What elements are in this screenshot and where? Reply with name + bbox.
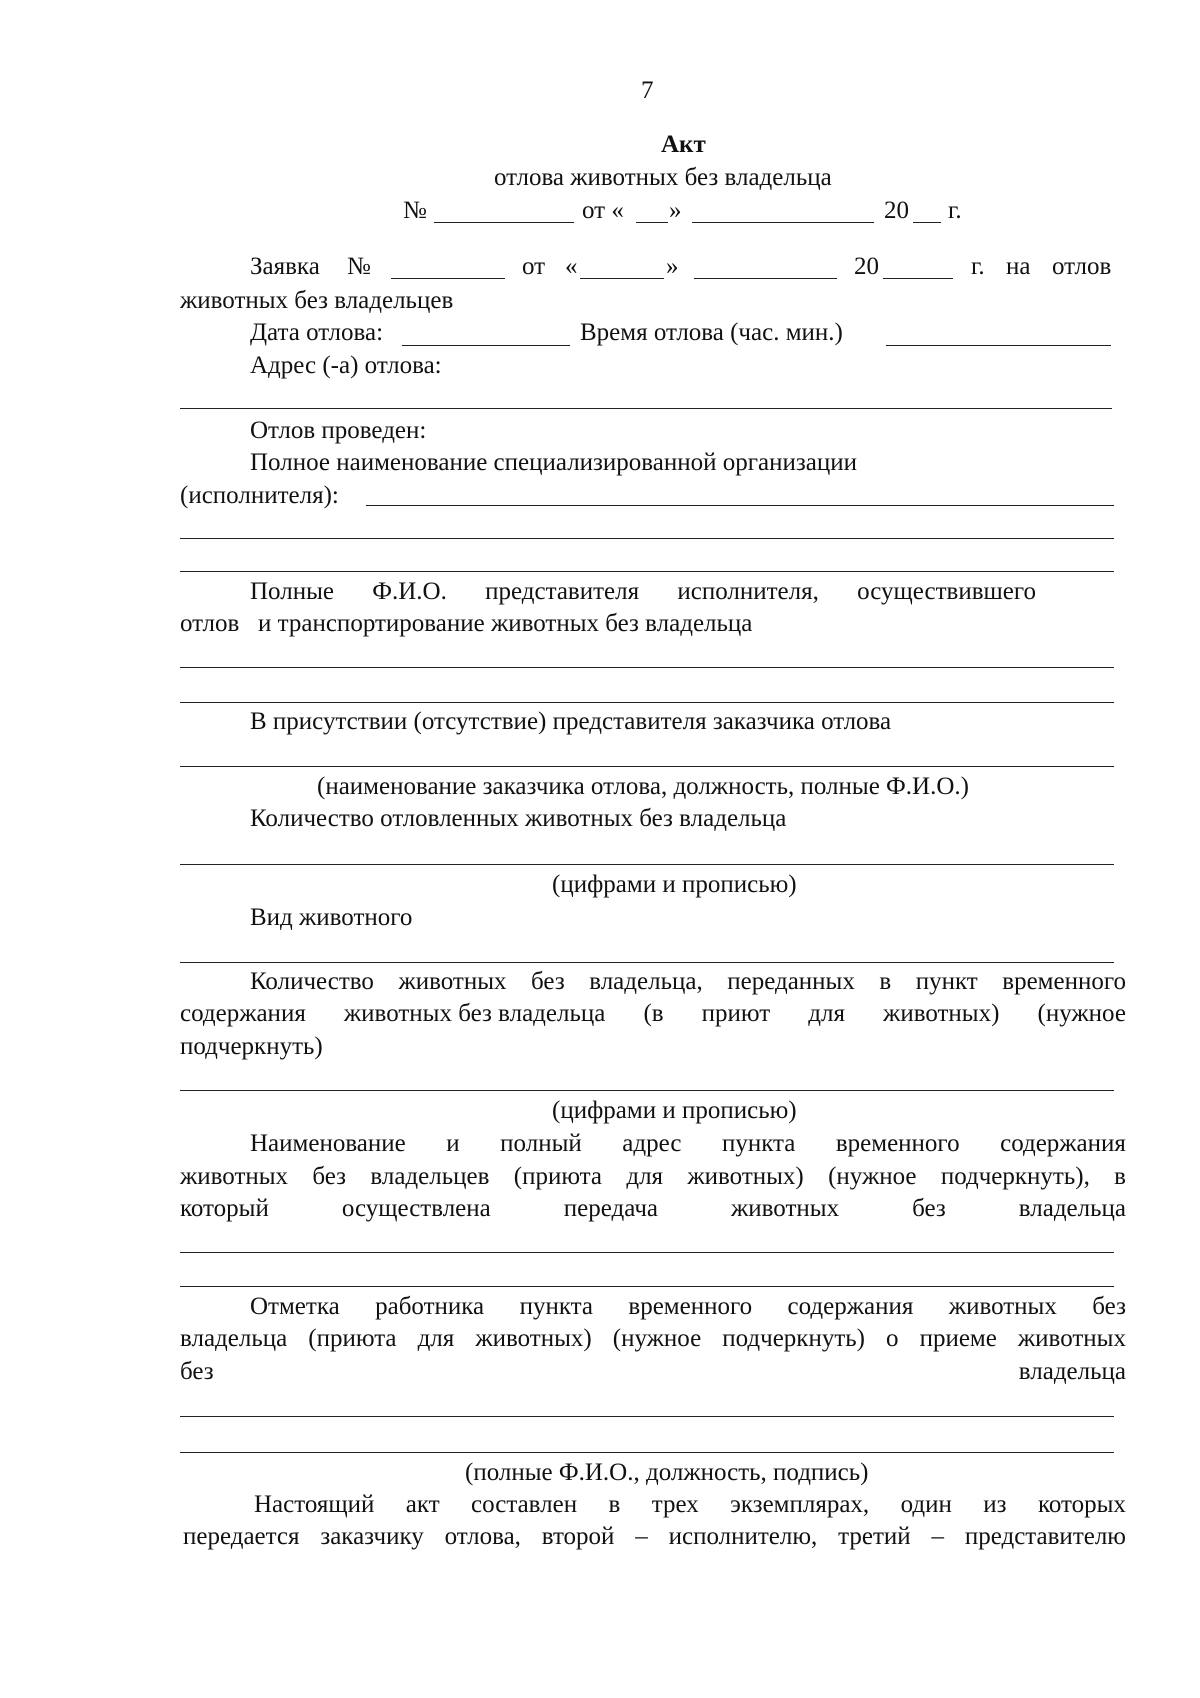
conducted-label: Отлов проведен: — [250, 417, 427, 444]
request-capture: отлов — [1052, 253, 1112, 280]
mark-line-3: без владельца — [180, 1358, 1126, 1385]
presence-label: В присутствии (отсутствие) представителя заказчика отлова — [250, 708, 892, 735]
capture-address-label: Адрес (-а) отлова: — [250, 352, 442, 379]
request-continuation: животных без владельцев — [180, 287, 454, 314]
capture-address-blank — [180, 408, 1112, 409]
final-line-1: Настоящий акт составлен в трех экземплярах, один из которых — [254, 1491, 1126, 1518]
species-blank — [180, 962, 1114, 963]
executor-label: (исполнителя): — [180, 482, 339, 509]
request-word: Заявка — [250, 253, 320, 280]
digits-words-hint-2: (цифрами и прописью) — [552, 1097, 797, 1124]
name-address-line-2: животных без владельцев (приюта для животных) (нужное подчеркнуть), в — [180, 1163, 1126, 1190]
species-label: Вид животного — [250, 904, 413, 931]
representative-blank-2 — [180, 702, 1114, 703]
quantity-caught-label: Количество отловленных животных без владельца — [250, 805, 787, 832]
transferred-line-1: Количество животных без владельца, переданных в пункт временного — [250, 968, 1126, 995]
request-year-blank — [883, 278, 953, 279]
mark-blank-1 — [180, 1416, 1114, 1417]
request-quote-open: « — [565, 253, 578, 280]
year-prefix: 20 — [884, 197, 909, 224]
mark-blank-2 — [180, 1452, 1114, 1453]
capture-date-label: Дата отлова: — [250, 319, 384, 346]
digits-words-hint-1: (цифрами и прописью) — [552, 871, 797, 898]
request-number-sign: № — [347, 253, 371, 280]
capture-date-blank — [402, 345, 570, 346]
executor-blank-3 — [180, 571, 1114, 572]
month-blank — [692, 222, 874, 223]
year-suffix: г. — [948, 197, 962, 224]
page-number: 7 — [641, 77, 654, 104]
quote-close: » — [669, 197, 682, 224]
capture-time-label: Время отлова (час. мин.) — [580, 319, 843, 346]
name-address-line-3: который осуществлена передача животных без владельца — [180, 1195, 1126, 1222]
request-year-prefix: 20 — [854, 253, 879, 280]
document-subtitle: отлова животных без владельца — [494, 164, 832, 191]
request-month-blank — [694, 278, 837, 279]
executor-blank-1 — [366, 505, 1114, 506]
name-address-blank-2 — [180, 1286, 1114, 1287]
name-address-blank-1 — [180, 1252, 1114, 1253]
signature-hint: (полные Ф.И.О., должность, подпись) — [465, 1459, 869, 1486]
request-year-suffix: г. — [971, 253, 985, 280]
presence-blank — [180, 766, 1114, 767]
day-blank — [636, 222, 668, 223]
organization-label: Полное наименование специализированной организации — [250, 449, 857, 476]
document-title: Акт — [661, 131, 706, 158]
year-blank — [913, 222, 941, 223]
representative-blank-1 — [180, 667, 1114, 668]
number-sign: № — [403, 197, 427, 224]
mark-line-2: владельца (приюта для животных) (нужное подчеркнуть) о приеме животных — [180, 1325, 1126, 1352]
from-label: от « — [582, 197, 624, 224]
request-quote-close: » — [666, 253, 679, 280]
number-blank — [434, 222, 574, 223]
request-from: от — [522, 253, 546, 280]
quantity-caught-blank — [180, 864, 1114, 865]
request-on: на — [1006, 253, 1031, 280]
capture-time-blank — [886, 345, 1111, 346]
customer-hint: (наименование заказчика отлова, должность, полные Ф.И.О.) — [317, 773, 969, 800]
request-day-blank — [580, 278, 664, 279]
mark-line-1: Отметка работника пункта временного содержания животных без — [250, 1293, 1126, 1320]
transferred-line-3: подчеркнуть) — [180, 1033, 323, 1060]
name-address-line-1: Наименование и полный адрес пункта временного содержания — [250, 1130, 1126, 1157]
representative-line-1: Полные Ф.И.О. представителя исполнителя, осуществившего — [250, 578, 1036, 605]
transferred-blank — [180, 1090, 1114, 1091]
executor-blank-2 — [180, 538, 1114, 539]
final-line-2: передается заказчику отлова, второй – исполнителю, третий – представителю — [183, 1523, 1126, 1550]
transferred-line-2: содержания животных без владельца (в приют для животных) (нужное — [180, 1000, 1126, 1027]
request-number-blank — [391, 278, 505, 279]
representative-line-2: отлов и транспортирование животных без владельца — [180, 610, 753, 637]
